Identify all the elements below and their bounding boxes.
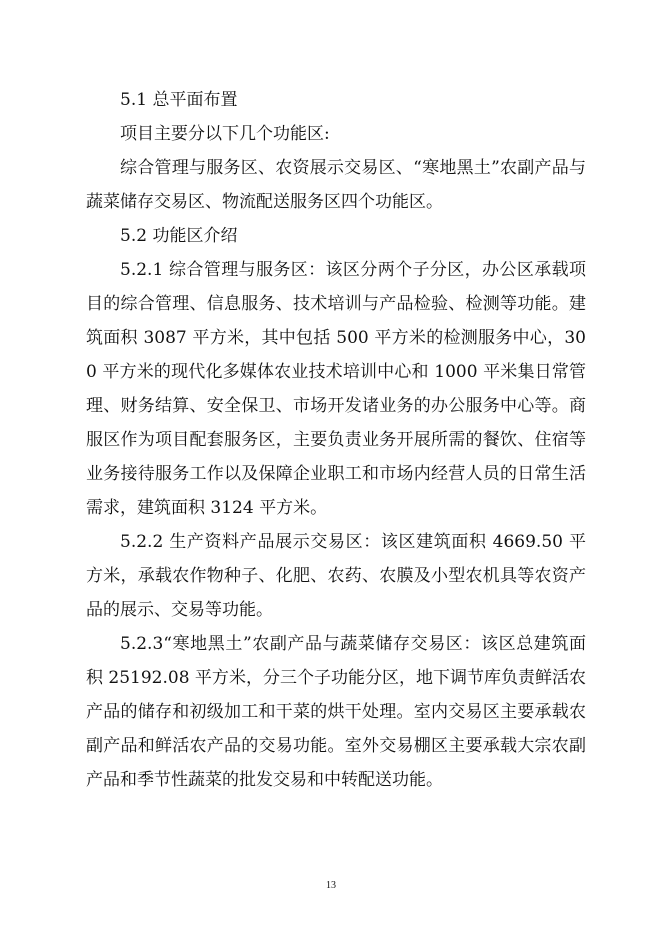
zones-list-paragraph: 综合管理与服务区、农资展示交易区、“寒地黑土”农副产品与蔬菜储存交易区、物流配送服务区四个功能区。 bbox=[86, 158, 586, 212]
paragraph-5-2-2: 5.2.2 生产资料产品展示交易区：该区建筑面积 4669.50 平方米，承载农作物种子、化肥、农药、农膜及小型农机具等农资产品的展示、交易等功能。 bbox=[86, 532, 586, 620]
subsection-title-5-2: 5.2 功能区介绍 bbox=[120, 226, 238, 246]
paragraph-5-2-3: 5.2.3“寒地黑土”农副产品与蔬菜储存交易区：该区总建筑面积 25192.08 平方米，分三个子功能分区，地下调节库负责鲜活农产品的储存和初级加工和干菜的烘干处理。室内交易区主要承载农副产品和鲜活农产品的交易功能。室外交易棚区主要承载大宗农副产品和季节性蔬菜的批发交易和中转配送功能。 bbox=[86, 634, 586, 790]
page-number: 13 bbox=[326, 880, 336, 891]
intro-paragraph: 项目主要分以下几个功能区: bbox=[120, 124, 330, 144]
document-body bbox=[86, 83, 586, 797]
section-title-5-1: 5.1 总平面布置 bbox=[120, 90, 238, 110]
paragraph-5-2-1: 5.2.1 综合管理与服务区：该区分两个子分区，办公区承载项目的综合管理、信息服务、技术培训与产品检验、检测等功能。建筑面积 3087 平方米，其中包括 500 平方米的检测服务中心，300 平方米的现代化多媒体农业技术培训中心和 1000 平米集日常管理、财务结算、安全保卫、市场开发诸业务的办公服务中心等。商服区作为项目配套服务区，主要负责业务开展所需的餐饮、住宿等业务接待服务工作以及保障企业职工和市场内经营人员的日常生活需求，建筑面积 3124 平方米。 bbox=[86, 260, 586, 518]
